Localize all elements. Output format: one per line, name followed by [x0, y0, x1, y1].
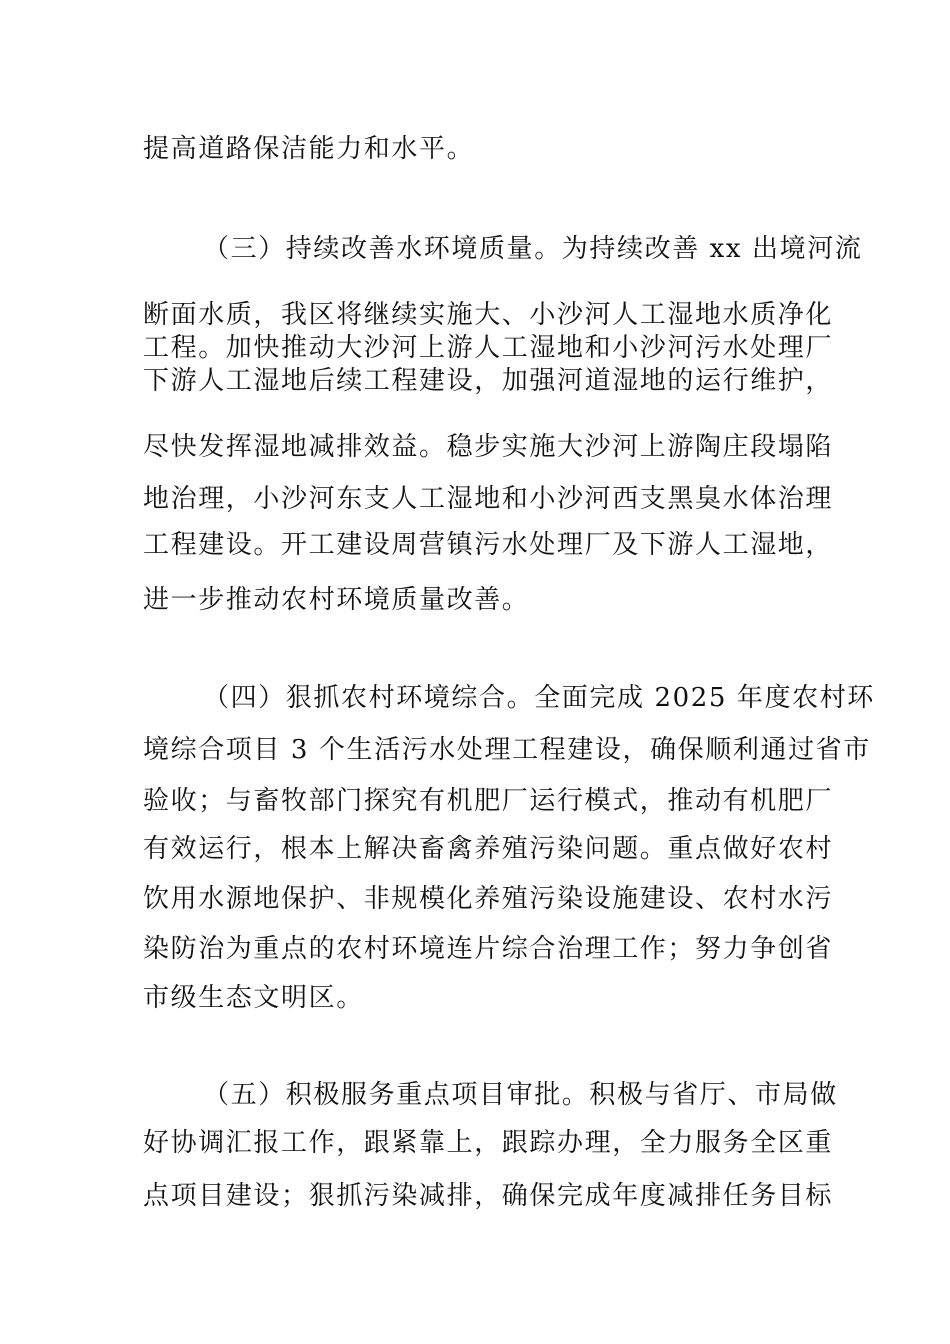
paragraph-3-line: 地治理，小沙河东支人工湿地和小沙河西支黑臭水体治理: [143, 484, 834, 514]
paragraph-4-line: 有效运行，根本上解决畜禽养殖污染问题。重点做好农村: [143, 834, 834, 864]
paragraph-4-line: 饮用水源地保护、非规模化养殖污染设施建设、农村水污: [143, 884, 834, 914]
paragraph-4-line: 境综合项目 3 个生活污水处理工程建设，确保顺利通过省市: [143, 735, 871, 765]
paragraph-4-heading-line: （四）狠抓农村环境综合。全面完成 2025 年度农村环: [203, 683, 875, 713]
paragraph-4-line: 验收；与畜牧部门探究有机肥厂运行模式，推动有机肥厂: [143, 786, 834, 816]
paragraph-5-line: 点项目建设；狠抓污染减排，确保完成年度减排任务目标: [143, 1181, 834, 1211]
paragraph-5-heading-line: （五）积极服务重点项目审批。积极与省厅、市局做: [203, 1080, 838, 1110]
paragraph-3-line: 下游人工湿地后续工程建设，加强河道湿地的运行维护，: [143, 366, 834, 396]
paragraph-3-line: 尽快发挥湿地减排效益。稳步实施大沙河上游陶庄段塌陷: [143, 432, 834, 462]
paragraph-3-heading-line: （三）持续改善水环境质量。为持续改善 xx 出境河流: [203, 234, 863, 264]
paragraph-3-line: 断面水质，我区将继续实施大、小沙河人工湿地水质净化: [143, 300, 834, 330]
paragraph-continuation-line: 提高道路保洁能力和水平。: [143, 134, 475, 164]
paragraph-3-line: 工程。加快推动大沙河上游人工湿地和小沙河污水处理厂: [143, 333, 834, 363]
paragraph-5-line: 好协调汇报工作，跟紧靠上，跟踪办理，全力服务全区重: [143, 1128, 834, 1158]
paragraph-4-line: 市级生态文明区。: [143, 983, 364, 1013]
paragraph-3-line: 工程建设。开工建设周营镇污水处理厂及下游人工湿地，: [143, 530, 834, 560]
paragraph-3-line: 进一步推动农村环境质量改善。: [143, 585, 530, 615]
paragraph-4-line: 染防治为重点的农村环境连片综合治理工作；努力争创省: [143, 934, 834, 964]
